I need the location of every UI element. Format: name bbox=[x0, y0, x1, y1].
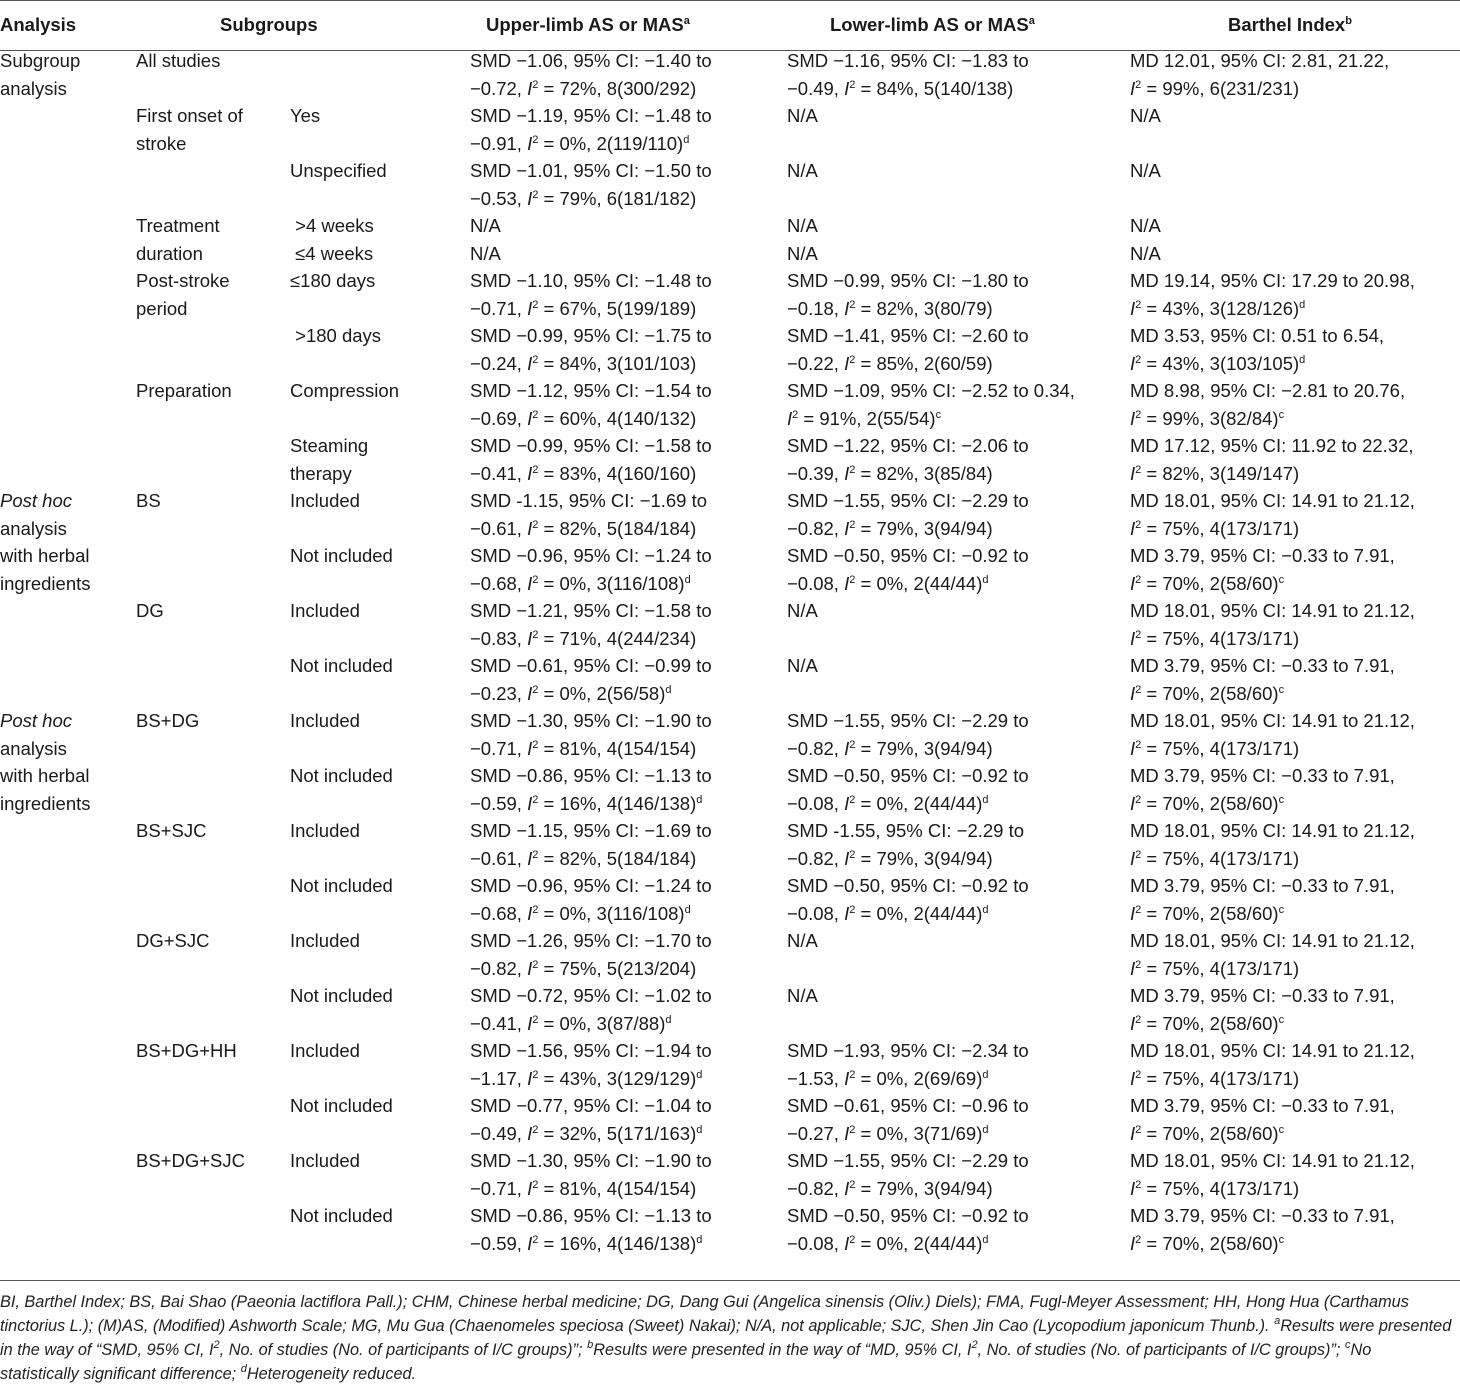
table-cell-c4: −0.68, $I^2 = 0\%$, $3(116/108)^d$ bbox=[470, 902, 691, 924]
table-cell-c5: SMD -1.55, 95% CI: −2.29 to bbox=[787, 820, 1025, 841]
table-cell-c5: SMD −1.55, 95% CI: −2.29 to bbox=[787, 490, 1029, 511]
table-cell-c6: $I^2 = 99\%$, 6(231/231) bbox=[1130, 77, 1300, 99]
table-cell-c6: MD 3.53, 95% CI: 0.51 to 6.54, bbox=[1130, 325, 1385, 346]
table-cell-c6: MD 3.79, 95% CI: −0.33 to 7.91, bbox=[1130, 985, 1395, 1006]
table-cell-c4: −0.61, $I^2 = 82\%$, 5(184/184) bbox=[470, 517, 697, 539]
table-cell-c5: −0.22, $I^2 = 85\%$, 2(60/59) bbox=[787, 352, 993, 374]
table-cell-c2: DG bbox=[136, 600, 164, 621]
table-cell-c5: −0.27, $I^2 = 0\%$, $3(71/69)^d$ bbox=[787, 1122, 989, 1144]
table-cell-c6: $I^2 = 99\%$, $3(82/84)^c$ bbox=[1130, 407, 1285, 429]
table-cell-c4: SMD −0.61, 95% CI: −0.99 to bbox=[470, 655, 712, 676]
table-bottom-rule bbox=[0, 1280, 1460, 1281]
table-cell-c5: N/A bbox=[787, 242, 818, 264]
table-cell-c5: SMD −0.50, 95% CI: −0.92 to bbox=[787, 765, 1029, 786]
table-cell-c2: BS+DG+HH bbox=[136, 1040, 237, 1061]
table-cell-c5: SMD −1.09, 95% CI: −2.52 to 0.34, bbox=[787, 380, 1075, 401]
table-cell-c6: $I^2 = 70\%$, $2(58/60)^c$ bbox=[1130, 1232, 1285, 1254]
table-cell-c4: −0.41, $I^2 = 0\%$, $3(87/88)^d$ bbox=[470, 1012, 672, 1034]
table-cell-c6: MD 12.01, 95% CI: 2.81, 21.22, bbox=[1130, 50, 1390, 71]
table-cell-c4: SMD −1.21, 95% CI: −1.58 to bbox=[470, 600, 712, 621]
table-cell-c5: SMD −1.22, 95% CI: −2.06 to bbox=[787, 435, 1029, 456]
table-cell-c5: −0.08, $I^2 = 0\%$, $2(44/44)^d$ bbox=[787, 792, 989, 814]
table-cell-c4: SMD −0.86, 95% CI: −1.13 to bbox=[470, 765, 712, 786]
table-cell-c4: −1.17, $I^2 = 43\%$, $3(129/129)^d$ bbox=[470, 1067, 703, 1089]
table-cell-c5: SMD −1.55, 95% CI: −2.29 to bbox=[787, 1150, 1029, 1171]
table-cell-c6: MD 18.01, 95% CI: 14.91 to 21.12, bbox=[1130, 1150, 1415, 1171]
table-cell-c1: ingredients bbox=[0, 572, 91, 594]
table-cell-c6: MD 18.01, 95% CI: 14.91 to 21.12, bbox=[1130, 490, 1415, 511]
table-cell-c3: Unspecified bbox=[290, 160, 387, 181]
table-cell-c1: with herbal bbox=[0, 545, 90, 566]
table-cell-c5: N/A bbox=[787, 655, 818, 676]
table-cell-c6: $I^2 = 43\%$, $3(103/105)^d$ bbox=[1130, 352, 1306, 374]
table-cell-c6: $I^2 = 82\%$, 3(149/147) bbox=[1130, 462, 1300, 484]
table-cell-c4: SMD −0.96, 95% CI: −1.24 to bbox=[470, 875, 712, 896]
table-cell-c2: Treatment bbox=[136, 215, 220, 236]
table-cell-c6: $I^2 = 75\%$, 4(173/171) bbox=[1130, 517, 1300, 539]
table-cell-c6: $I^2 = 75\%$, 4(173/171) bbox=[1130, 847, 1300, 869]
table-cell-c6: MD 18.01, 95% CI: 14.91 to 21.12, bbox=[1130, 930, 1415, 951]
table-cell-c6: MD 18.01, 95% CI: 14.91 to 21.12, bbox=[1130, 1040, 1415, 1061]
table-cell-c4: SMD −0.86, 95% CI: −1.13 to bbox=[470, 1205, 712, 1226]
table-cell-c5: SMD −0.61, 95% CI: −0.96 to bbox=[787, 1095, 1029, 1116]
table-cell-c3: Not included bbox=[290, 765, 393, 786]
table-cell-c2: Preparation bbox=[136, 380, 232, 401]
table-cell-c4: N/A bbox=[470, 215, 501, 236]
table-cell-c1: Subgroup bbox=[0, 50, 81, 71]
table-cell-c6: MD 3.79, 95% CI: −0.33 to 7.91, bbox=[1130, 1095, 1395, 1116]
table-cell-c5: SMD −0.50, 95% CI: −0.92 to bbox=[787, 875, 1029, 896]
table-cell-c3: >180 days bbox=[290, 325, 382, 346]
table-cell-c5: −1.53, $I^2 = 0\%$, $2(69/69)^d$ bbox=[787, 1067, 989, 1089]
table-cell-c6: $I^2 = 75\%$, 4(173/171) bbox=[1130, 1067, 1300, 1089]
table-cell-c3: Not included bbox=[290, 985, 393, 1006]
table-cell-c3: Included bbox=[290, 490, 360, 511]
table-cell-c1: analysis bbox=[0, 517, 67, 539]
table-cell-c6: N/A bbox=[1130, 105, 1161, 126]
table-cell-c3: Included bbox=[290, 710, 360, 731]
table-cell-c6: MD 3.79, 95% CI: −0.33 to 7.91, bbox=[1130, 1205, 1395, 1226]
table-cell-c6: $I^2 = 75\%$, 4(173/171) bbox=[1130, 957, 1300, 979]
table-cell-c6: N/A bbox=[1130, 160, 1161, 181]
table-cell-c2: First onset of bbox=[136, 105, 243, 126]
table-cell-c2: period bbox=[136, 297, 188, 319]
table-cell-c2: duration bbox=[136, 242, 203, 264]
table-cell-c1: ingredients bbox=[0, 792, 91, 814]
table-cell-c4: SMD -1.15, 95% CI: −1.69 to bbox=[470, 490, 708, 511]
table-cell-c4: SMD −0.99, 95% CI: −1.75 to bbox=[470, 325, 712, 346]
table-cell-c5: SMD −1.55, 95% CI: −2.29 to bbox=[787, 710, 1029, 731]
table-cell-c6: MD 19.14, 95% CI: 17.29 to 20.98, bbox=[1130, 270, 1415, 291]
header-upper-limb: Upper-limb AS or MAS$^a$ bbox=[486, 14, 690, 35]
table-cell-c4: SMD −1.12, 95% CI: −1.54 to bbox=[470, 380, 712, 401]
table-cell-c3: ≤4 weeks bbox=[290, 242, 374, 264]
table-cell-c5: −0.08, $I^2 = 0\%$, $2(44/44)^d$ bbox=[787, 902, 989, 924]
table-cell-c6: MD 3.79, 95% CI: −0.33 to 7.91, bbox=[1130, 875, 1395, 896]
table-cell-c6: MD 3.79, 95% CI: −0.33 to 7.91, bbox=[1130, 655, 1395, 676]
table-cell-c5: SMD −1.41, 95% CI: −2.60 to bbox=[787, 325, 1029, 346]
table-cell-c3: Not included bbox=[290, 1205, 393, 1226]
table-cell-c3: Included bbox=[290, 1150, 360, 1171]
table-cell-c4: −0.24, $I^2 = 84\%$, 3(101/103) bbox=[470, 352, 697, 374]
table-cell-c2: BS+SJC bbox=[136, 820, 207, 841]
header-analysis: Analysis bbox=[0, 14, 77, 35]
table-cell-c4: −0.82, $I^2 = 75\%$, 5(213/204) bbox=[470, 957, 697, 979]
table-cell-c5: −0.39, $I^2 = 82\%$, 3(85/84) bbox=[787, 462, 993, 484]
table-cell-c5: N/A bbox=[787, 160, 818, 181]
table-cell-c1: analysis bbox=[0, 737, 67, 759]
table-cell-c3: Included bbox=[290, 1040, 360, 1061]
table-cell-c4: −0.71, $I^2 = 81\%$, 4(154/154) bbox=[470, 737, 697, 759]
table-header bbox=[0, 0, 1460, 51]
table-cell-c4: −0.59, $I^2 = 16\%$, $4(146/138)^d$ bbox=[470, 1232, 703, 1254]
table-cell-c6: MD 18.01, 95% CI: 14.91 to 21.12, bbox=[1130, 600, 1415, 621]
table-cell-c5: −0.82, $I^2 = 79\%$, 3(94/94) bbox=[787, 737, 993, 759]
header-subgroups: Subgroups bbox=[220, 14, 318, 35]
table-cell-c6: $I^2 = 70\%$, $2(58/60)^c$ bbox=[1130, 902, 1285, 924]
table-cell-c4: −0.69, $I^2 = 60\%$, 4(140/132) bbox=[470, 407, 697, 429]
table-cell-c2: BS+DG bbox=[136, 710, 200, 731]
table-cell-c5: SMD −0.50, 95% CI: −0.92 to bbox=[787, 545, 1029, 566]
table-cell-c3: therapy bbox=[290, 462, 352, 484]
table-cell-c6: MD 3.79, 95% CI: −0.33 to 7.91, bbox=[1130, 765, 1395, 786]
table-cell-c5: SMD −1.16, 95% CI: −1.83 to bbox=[787, 50, 1029, 71]
table-cell-c4: SMD −0.99, 95% CI: −1.58 to bbox=[470, 435, 712, 456]
table-cell-c4: SMD −1.06, 95% CI: −1.40 to bbox=[470, 50, 712, 71]
table-cell-c3: Included bbox=[290, 600, 360, 621]
table-cell-c6: $I^2 = 70\%$, $2(58/60)^c$ bbox=[1130, 1012, 1285, 1034]
table-cell-c3: Steaming bbox=[290, 435, 369, 456]
table-cell-c5: −0.18, $I^2 = 82\%$, 3(80/79) bbox=[787, 297, 993, 319]
table-cell-c5: N/A bbox=[787, 985, 818, 1006]
table-cell-c2: All studies bbox=[136, 50, 221, 71]
table-cell-c5: SMD −0.50, 95% CI: −0.92 to bbox=[787, 1205, 1029, 1226]
table-cell-c4: SMD −1.15, 95% CI: −1.69 to bbox=[470, 820, 712, 841]
table-cell-c3: Included bbox=[290, 930, 360, 951]
table-cell-c3: ≤180 days bbox=[290, 270, 376, 291]
table-cell-c3: Included bbox=[290, 820, 360, 841]
table-cell-c4: −0.59, $I^2 = 16\%$, $4(146/138)^d$ bbox=[470, 792, 703, 814]
table-cell-c4: −0.71, $I^2 = 67\%$, 5(199/189) bbox=[470, 297, 697, 319]
table-cell-c6: $I^2 = 75\%$, 4(173/171) bbox=[1130, 627, 1300, 649]
table-cell-c4: −0.72, $I^2 = 72\%$, 8(300/292) bbox=[470, 77, 697, 99]
table-cell-c4: SMD −1.19, 95% CI: −1.48 to bbox=[470, 105, 712, 126]
table-cell-c5: −0.49, $I^2 = 84\%$, 5(140/138) bbox=[787, 77, 1014, 99]
table-cell-c5: N/A bbox=[787, 215, 818, 236]
table-footnote: BI, Barthel Index; BS, Bai Shao (Paeonia lactiflora Pall.); CHM, Chinese herbal medicine; DG, Dang Gui (Angelica sinensis (Oliv.) Diels); FMA, Fugl-Meyer Assessment; HH, Hong Hua (Carthamus tinctorius L.); (M)AS, (Modified) Ashworth Scale; MG, Mu Gua (Chaenomeles speciosa (Sweet) Nakai); N/A, not applicable; SJC, Shen Jin Cao (Lycopodium japonicum Thunb.). $^a$Results were presented in the way of “SMD, 95% CI, $I^2$, No. of studies (No. of participants of I/C groups)”; $^b$Results were presented in the way of “MD, 95% CI, $I^2$, No. of studies (No. of participants of I/C groups)”; $^c$No statistically significant difference; $^d$Heterogeneity reduced. bbox=[0, 1293, 1452, 1383]
table-cell-c4: SMD −0.72, 95% CI: −1.02 to bbox=[470, 985, 712, 1006]
table-cell-c4: −0.91, $I^2 = 0\%$, $2(119/110)^d$ bbox=[470, 132, 690, 154]
table-cell-c6: N/A bbox=[1130, 215, 1161, 236]
table-cell-c5: N/A bbox=[787, 600, 818, 621]
table-cell-c4: N/A bbox=[470, 242, 501, 264]
table-cell-c3: >4 weeks bbox=[290, 215, 374, 236]
table-cell-c6: $I^2 = 70\%$, $2(58/60)^c$ bbox=[1130, 792, 1285, 814]
table-cell-c3: Not included bbox=[290, 545, 393, 566]
table-cell-c4: SMD −0.77, 95% CI: −1.04 to bbox=[470, 1095, 712, 1116]
table-cell-c5: $I^2 = 91\%$, $2(55/54)^c$ bbox=[787, 407, 942, 429]
header-lower-limb: Lower-limb AS or MAS$^a$ bbox=[830, 14, 1035, 35]
table-cell-c6: $I^2 = 70\%$, $2(58/60)^c$ bbox=[1130, 682, 1285, 704]
table-cell-c6: MD 17.12, 95% CI: 11.92 to 22.32, bbox=[1130, 435, 1414, 456]
table-cell-c3: Not included bbox=[290, 875, 393, 896]
table-cell-c4: −0.71, $I^2 = 81\%$, 4(154/154) bbox=[470, 1177, 697, 1199]
table-cell-c5: −0.82, $I^2 = 79\%$, 3(94/94) bbox=[787, 517, 993, 539]
table-cell-c5: N/A bbox=[787, 930, 818, 951]
table-cell-c5: SMD −0.99, 95% CI: −1.80 to bbox=[787, 270, 1029, 291]
table-cell-c6: $I^2 = 43\%$, $3(128/126)^d$ bbox=[1130, 297, 1306, 319]
table-cell-c1: analysis bbox=[0, 77, 67, 99]
table-cell-c5: N/A bbox=[787, 105, 818, 126]
table-cell-c5: SMD −1.93, 95% CI: −2.34 to bbox=[787, 1040, 1029, 1061]
table-cell-c4: SMD −1.30, 95% CI: −1.90 to bbox=[470, 710, 712, 731]
table-cell-c4: −0.41, $I^2 = 83\%$, 4(160/160) bbox=[470, 462, 697, 484]
table-cell-c2: BS+DG+SJC bbox=[136, 1150, 245, 1171]
table-cell-c5: −0.82, $I^2 = 79\%$, 3(94/94) bbox=[787, 1177, 993, 1199]
table-cell-c1: with herbal bbox=[0, 765, 90, 786]
table-cell-c3: Yes bbox=[290, 105, 321, 126]
table-cell-c2: stroke bbox=[136, 132, 187, 154]
table-cell-c1: Post hoc bbox=[0, 710, 72, 731]
table-cell-c4: −0.49, $I^2 = 32\%$, $5(171/163)^d$ bbox=[470, 1122, 703, 1144]
table-cell-c2: BS bbox=[136, 490, 161, 511]
table-cell-c6: N/A bbox=[1130, 242, 1161, 264]
table-cell-c5: −0.08, $I^2 = 0\%$, $2(44/44)^d$ bbox=[787, 1232, 989, 1254]
table-cell-c3: Not included bbox=[290, 655, 393, 676]
table-cell-c6: $I^2 = 70\%$, $2(58/60)^c$ bbox=[1130, 572, 1285, 594]
table-cell-c4: SMD −1.01, 95% CI: −1.50 to bbox=[470, 160, 712, 181]
table-cell-c6: $I^2 = 75\%$, 4(173/171) bbox=[1130, 737, 1300, 759]
table-cell-c2: DG+SJC bbox=[136, 930, 210, 951]
table-cell-c2: Post-stroke bbox=[136, 270, 230, 291]
table-cell-c5: −0.08, $I^2 = 0\%$, $2(44/44)^d$ bbox=[787, 572, 989, 594]
table-cell-c1: Post hoc bbox=[0, 490, 72, 511]
table-cell-c4: SMD −1.56, 95% CI: −1.94 to bbox=[470, 1040, 712, 1061]
table-cell-c4: −0.68, $I^2 = 0\%$, $3(116/108)^d$ bbox=[470, 572, 691, 594]
table-cell-c6: MD 18.01, 95% CI: 14.91 to 21.12, bbox=[1130, 820, 1415, 841]
table-cell-c4: SMD −1.30, 95% CI: −1.90 to bbox=[470, 1150, 712, 1171]
table-cell-c4: SMD −1.26, 95% CI: −1.70 to bbox=[470, 930, 712, 951]
table-cell-c6: $I^2 = 75\%$, 4(173/171) bbox=[1130, 1177, 1300, 1199]
header-barthel-index: Barthel Index$^b$ bbox=[1228, 14, 1352, 35]
table-cell-c4: SMD −0.96, 95% CI: −1.24 to bbox=[470, 545, 712, 566]
table-cell-c4: −0.83, $I^2 = 71\%$, 4(244/234) bbox=[470, 627, 697, 649]
table-cell-c4: −0.53, $I^2 = 79\%$, 6(181/182) bbox=[470, 187, 697, 209]
table-cell-c4: −0.61, $I^2 = 82\%$, 5(184/184) bbox=[470, 847, 697, 869]
table-cell-c6: MD 3.79, 95% CI: −0.33 to 7.91, bbox=[1130, 545, 1395, 566]
table-cell-c6: MD 8.98, 95% CI: −2.81 to 20.76, bbox=[1130, 380, 1406, 401]
table-cell-c4: SMD −1.10, 95% CI: −1.48 to bbox=[470, 270, 712, 291]
table-cell-c6: $I^2 = 70\%$, $2(58/60)^c$ bbox=[1130, 1122, 1285, 1144]
table-cell-c3: Not included bbox=[290, 1095, 393, 1116]
table-cell-c3: Compression bbox=[290, 380, 399, 401]
table-cell-c6: MD 18.01, 95% CI: 14.91 to 21.12, bbox=[1130, 710, 1415, 731]
table-cell-c5: −0.82, $I^2 = 79\%$, 3(94/94) bbox=[787, 847, 993, 869]
table-cell-c4: −0.23, $I^2 = 0\%$, $2(56/58)^d$ bbox=[470, 682, 672, 704]
